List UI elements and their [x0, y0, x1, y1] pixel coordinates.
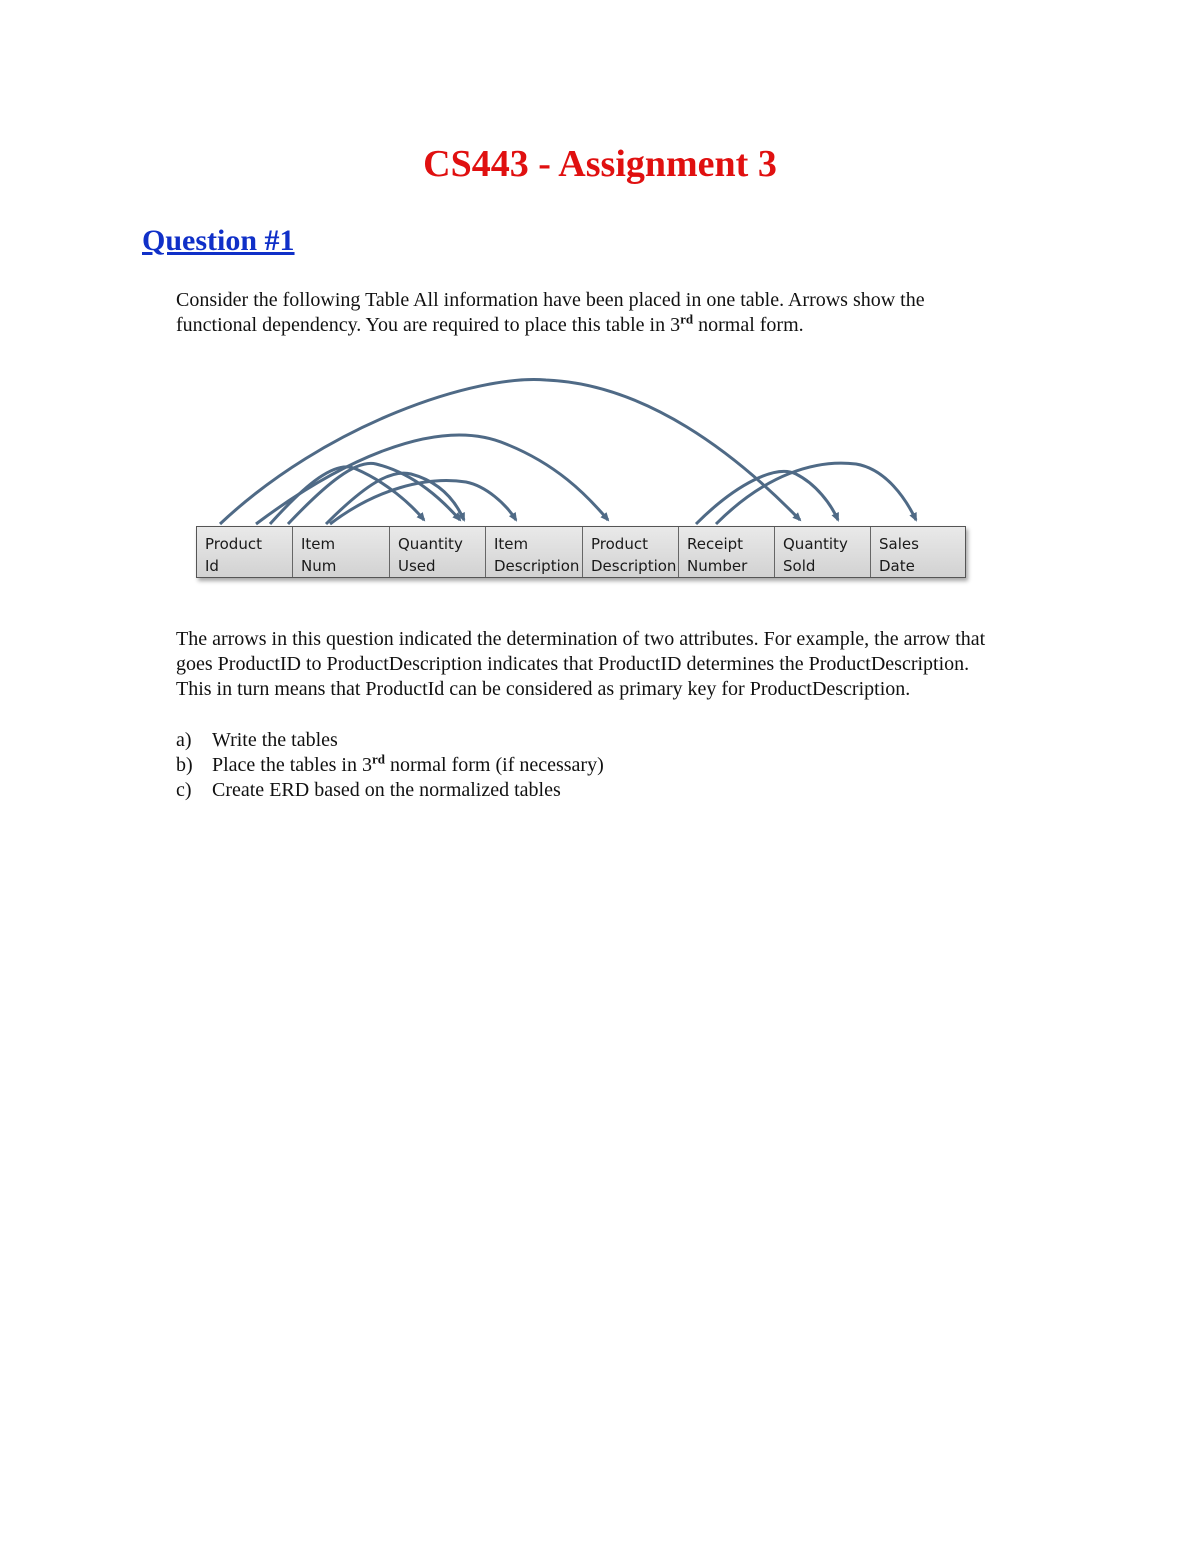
- task-list: [176, 728, 604, 803]
- dependency-arrow: [220, 380, 800, 524]
- dependency-diagram: [176, 364, 982, 604]
- table-column-header: Product Description: [583, 527, 679, 577]
- question-heading: Question #1: [142, 224, 295, 257]
- table-column-header: Item Description: [486, 527, 583, 577]
- explain-line-2: goes ProductID to ProductDescription indicates that ProductID determines the ProductDescription.: [176, 653, 970, 675]
- task-marker: a): [176, 729, 192, 751]
- explain-line-3: This in turn means that ProductId can be considered as primary key for ProductDescription.: [176, 678, 911, 700]
- table-column-header: Quantity Used: [390, 527, 486, 577]
- task-marker: c): [176, 779, 192, 801]
- dependency-arrow: [288, 463, 460, 524]
- explain-line-1: The arrows in this question indicated the determination of two attributes. For example, the arrow that: [176, 628, 986, 650]
- task-marker: b): [176, 754, 193, 776]
- intro-line-1: Consider the following Table All information have been placed in one table. Arrows show the: [176, 289, 925, 311]
- task-text: Write the tables: [212, 729, 338, 751]
- task-item: [176, 753, 604, 778]
- table-column-header: Item Num: [293, 527, 390, 577]
- table-column-header: Sales Date: [879, 535, 919, 575]
- explanation-paragraph: [176, 627, 1056, 702]
- intro-line-2-text: functional dependency. You are required to place this table in 3: [176, 314, 681, 336]
- table-column-header: Receipt Number: [679, 527, 775, 577]
- task-item: [176, 728, 604, 753]
- dependency-arrow: [256, 435, 608, 524]
- table-column-header: Product Id: [197, 527, 293, 577]
- dependency-arrow: [696, 471, 838, 524]
- attribute-table: [196, 526, 966, 578]
- task-item: [176, 778, 604, 803]
- assignment-title: CS443 - Assignment 3: [423, 143, 777, 185]
- table-column-header: Quantity Sold: [775, 527, 871, 577]
- dependency-arrow: [270, 467, 424, 524]
- intro-line-2: [176, 313, 1056, 338]
- dependency-arrow: [716, 463, 916, 524]
- intro-superscript: rd: [680, 311, 694, 327]
- task-text: Create ERD based on the normalized tables: [212, 779, 561, 801]
- intro-line-2-end: normal form.: [693, 314, 804, 336]
- intro-paragraph: [176, 288, 1056, 338]
- task-text: Place the tables in 3rd normal form (if necessary): [212, 751, 604, 776]
